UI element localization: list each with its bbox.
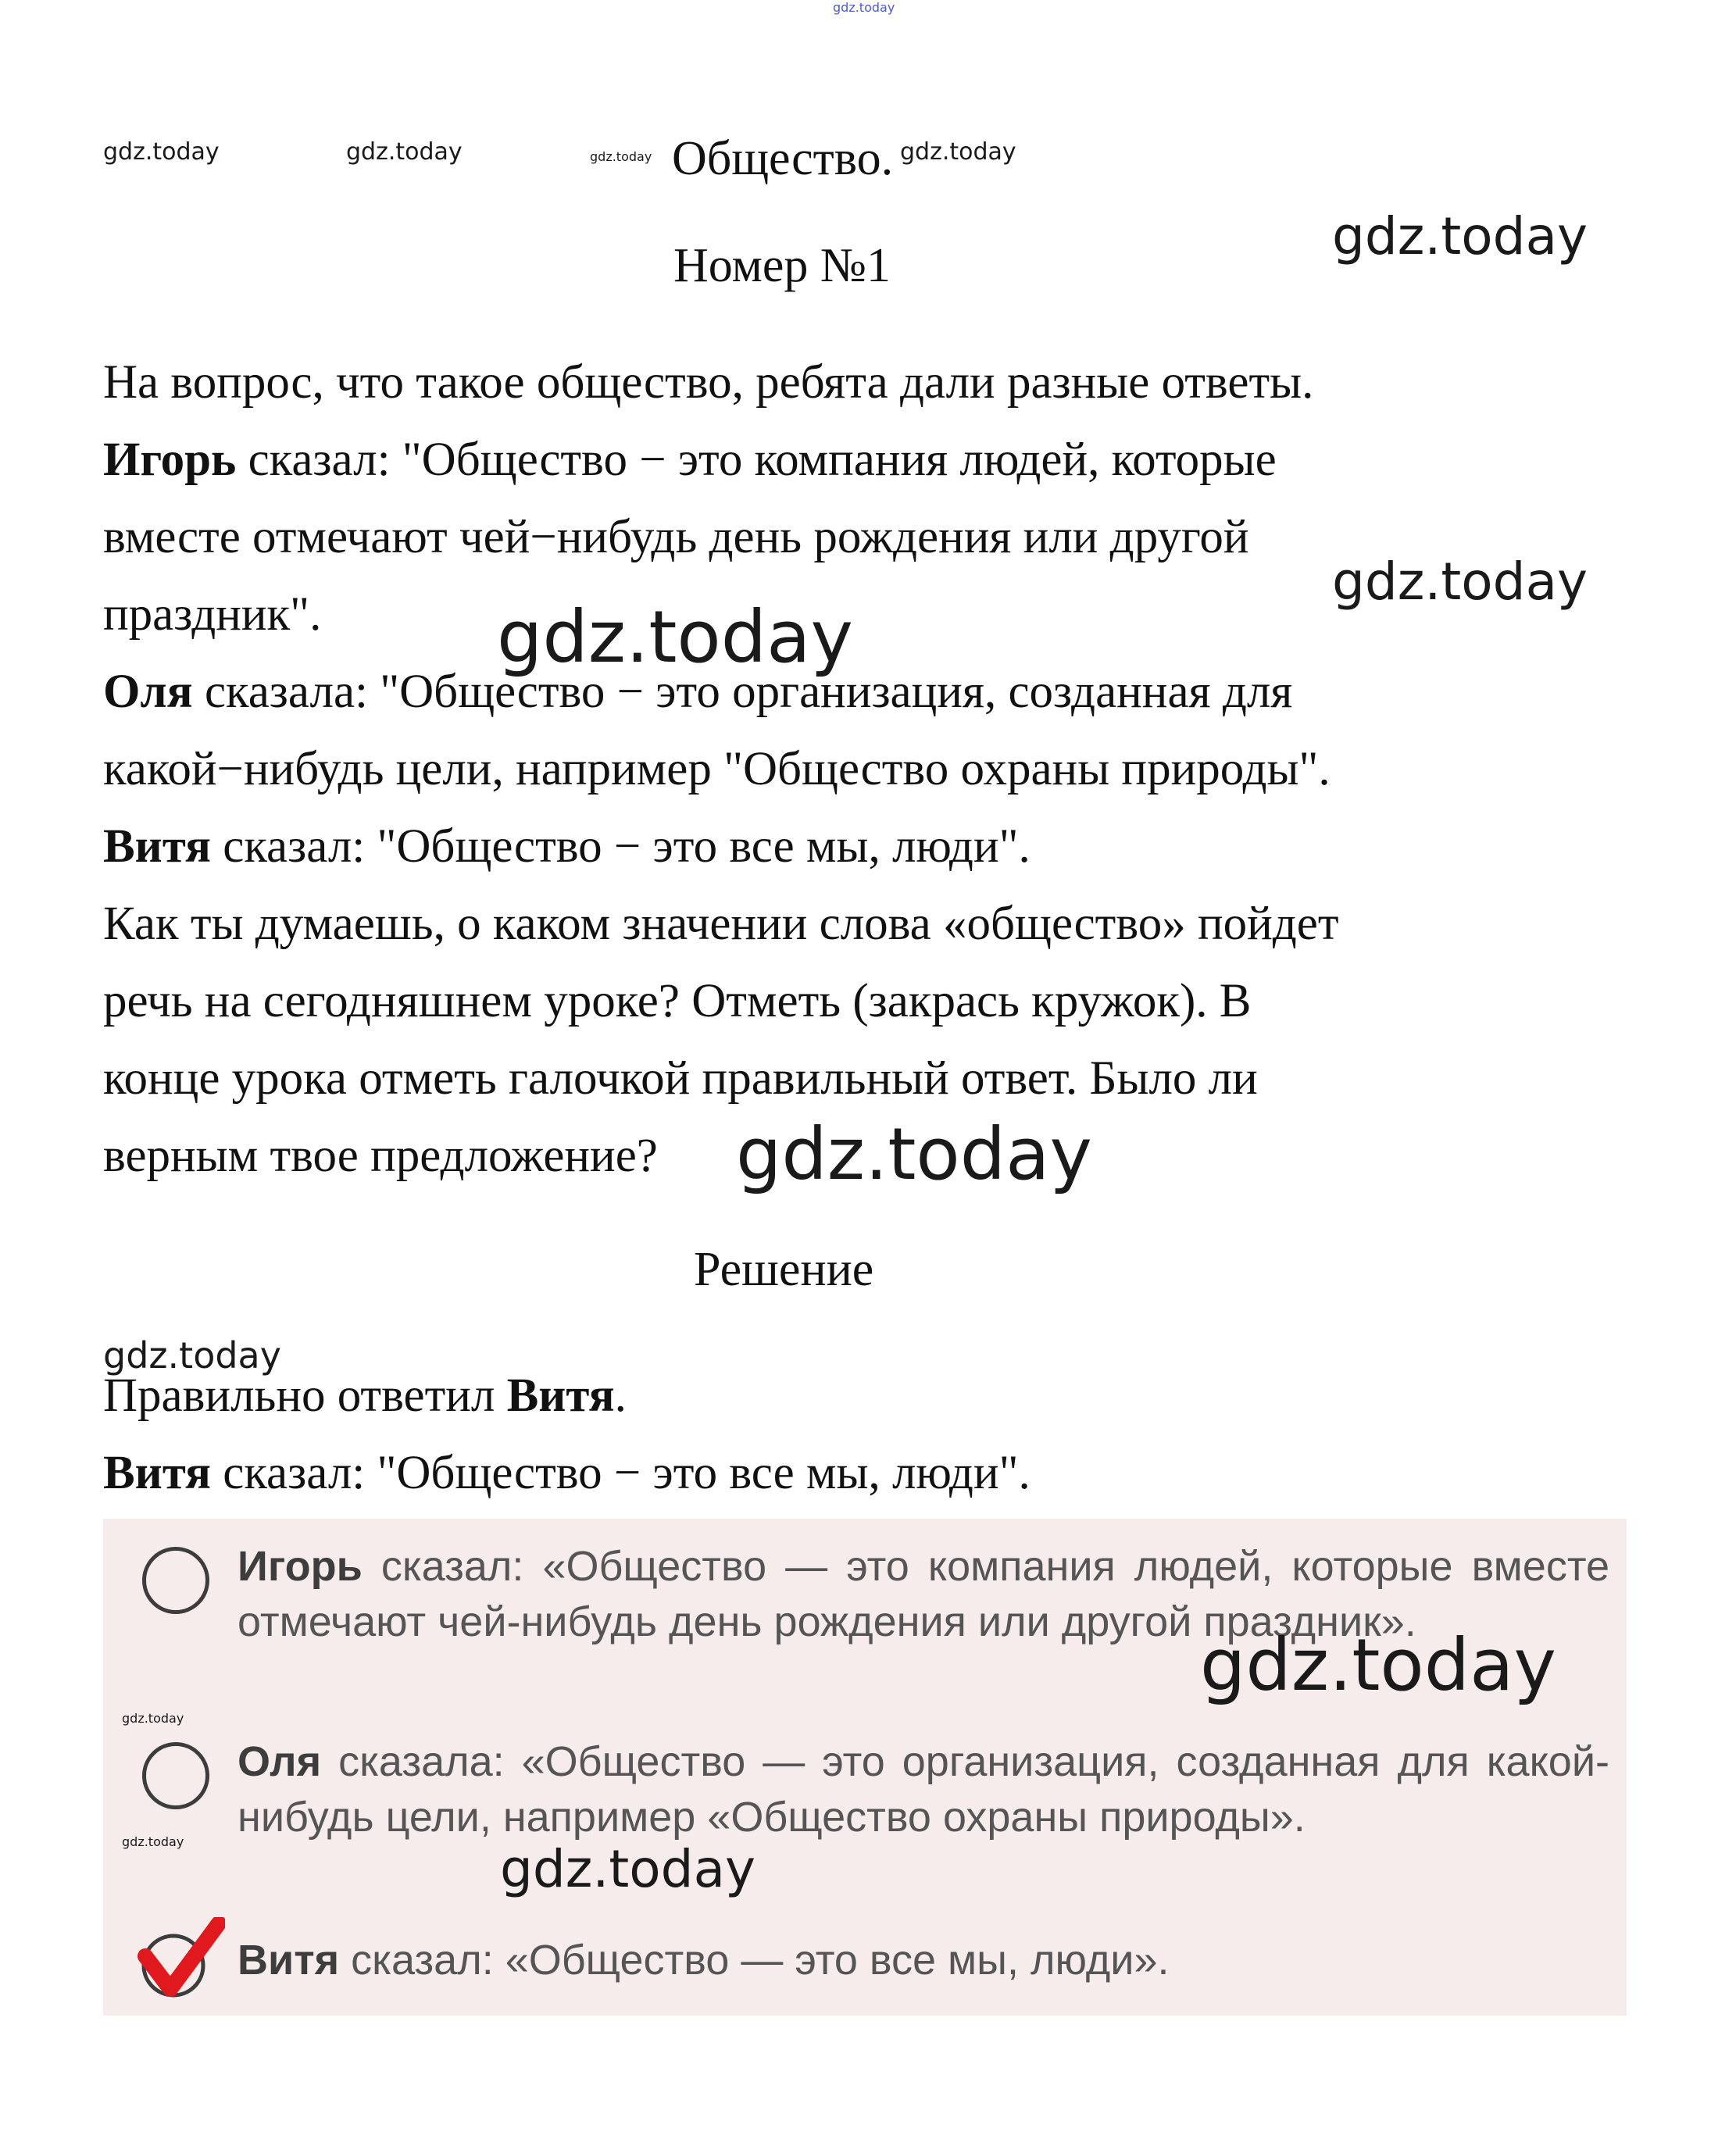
solution-text	[103, 1357, 1666, 1512]
question-intro: На вопрос, что такое общество, ребята дали разные ответы.	[103, 356, 1314, 409]
solution-name: Витя	[506, 1369, 615, 1422]
watermark-top-tiny: gdz.today	[833, 0, 895, 15]
option-name: Оля	[238, 1738, 322, 1785]
watermark-1: gdz.today	[103, 138, 220, 166]
watermark-12: gdz.today	[122, 1834, 184, 1849]
solution-pre: Правильно ответил	[103, 1369, 507, 1422]
question-text	[103, 344, 1666, 1194]
question-line	[103, 808, 1666, 885]
watermark-8: gdz.today	[736, 1112, 1092, 1196]
vitya-text: сказал: "Общество − это все мы, люди".	[211, 820, 1031, 873]
question-line	[103, 1040, 1666, 1117]
watermark-11: gdz.today	[122, 1711, 184, 1726]
option-body: сказал: «Общество — это компания людей, которые вместе отмечают чей-нибудь день рождения или другой праздник».	[238, 1543, 1609, 1645]
question-ask: речь на сегодняшнем уроке? Отметь (закрась кружок). В	[103, 975, 1252, 1027]
question-line	[103, 344, 1666, 421]
question-line	[103, 421, 1666, 498]
watermark-5: gdz.today	[1332, 206, 1588, 266]
watermark-7: gdz.today	[497, 595, 853, 679]
question-line	[103, 653, 1666, 730]
solution-name: Витя	[103, 1447, 211, 1499]
solution-line	[103, 1357, 1666, 1434]
name-igor: Игорь	[103, 434, 237, 486]
question-line	[103, 1112, 1666, 1196]
question-line	[103, 498, 1666, 576]
solution-rest: сказал: "Общество − это все мы, люди".	[211, 1447, 1031, 1499]
answer-panel	[103, 1519, 1627, 2016]
question-ask: Как ты думаешь, о каком значении слова «общество» пойдет	[103, 898, 1339, 950]
watermark-4: gdz.today	[900, 138, 1016, 166]
page-title: Общество.	[672, 132, 894, 185]
solution-heading: Решение	[694, 1243, 874, 1296]
watermark-13: gdz.today	[500, 1839, 756, 1899]
option-body: сказал: «Общество — это все мы, люди».	[339, 1937, 1170, 1984]
red-checkmark-icon[interactable]	[134, 1917, 225, 2003]
radio-circle-icon[interactable]	[142, 1547, 209, 1614]
watermark-3: gdz.today	[590, 149, 652, 164]
igor-text: праздник".	[103, 588, 322, 641]
question-line	[103, 576, 1666, 653]
name-vitya: Витя	[103, 820, 211, 873]
name-olya: Оля	[103, 666, 193, 718]
solution-post: .	[614, 1369, 627, 1422]
option-name: Игорь	[238, 1543, 363, 1590]
question-line	[103, 962, 1666, 1040]
question-ask: верным твое предложение?	[103, 1130, 658, 1182]
question-line	[103, 730, 1666, 808]
olya-text: сказала: "Общество − это организация, созданная для	[192, 666, 1293, 718]
option-text	[238, 1734, 1609, 1845]
question-ask: конце урока отметь галочкой правильный ответ. Было ли	[103, 1052, 1258, 1105]
option-text	[238, 1933, 1609, 1988]
watermark-2: gdz.today	[346, 138, 463, 166]
olya-text: какой−нибудь цели, например "Общество охраны природы".	[103, 743, 1331, 795]
watermark-10: gdz.today	[1200, 1623, 1556, 1707]
solution-line	[103, 1434, 1666, 1512]
option-body: сказала: «Общество — это организация, созданная для какой-нибудь цели, например «Общество охраны природы».	[238, 1738, 1609, 1841]
watermark-6: gdz.today	[1332, 552, 1588, 612]
igor-text: сказал: "Общество − это компания людей, которые	[236, 434, 1277, 486]
radio-circle-icon[interactable]	[142, 1742, 209, 1809]
task-number: Номер №1	[673, 239, 891, 292]
watermark-9: gdz.today	[103, 1334, 281, 1377]
question-line	[103, 885, 1666, 962]
option-name: Витя	[238, 1937, 340, 1984]
igor-text: вместе отмечают чей−нибудь день рождения или другой	[103, 511, 1249, 563]
